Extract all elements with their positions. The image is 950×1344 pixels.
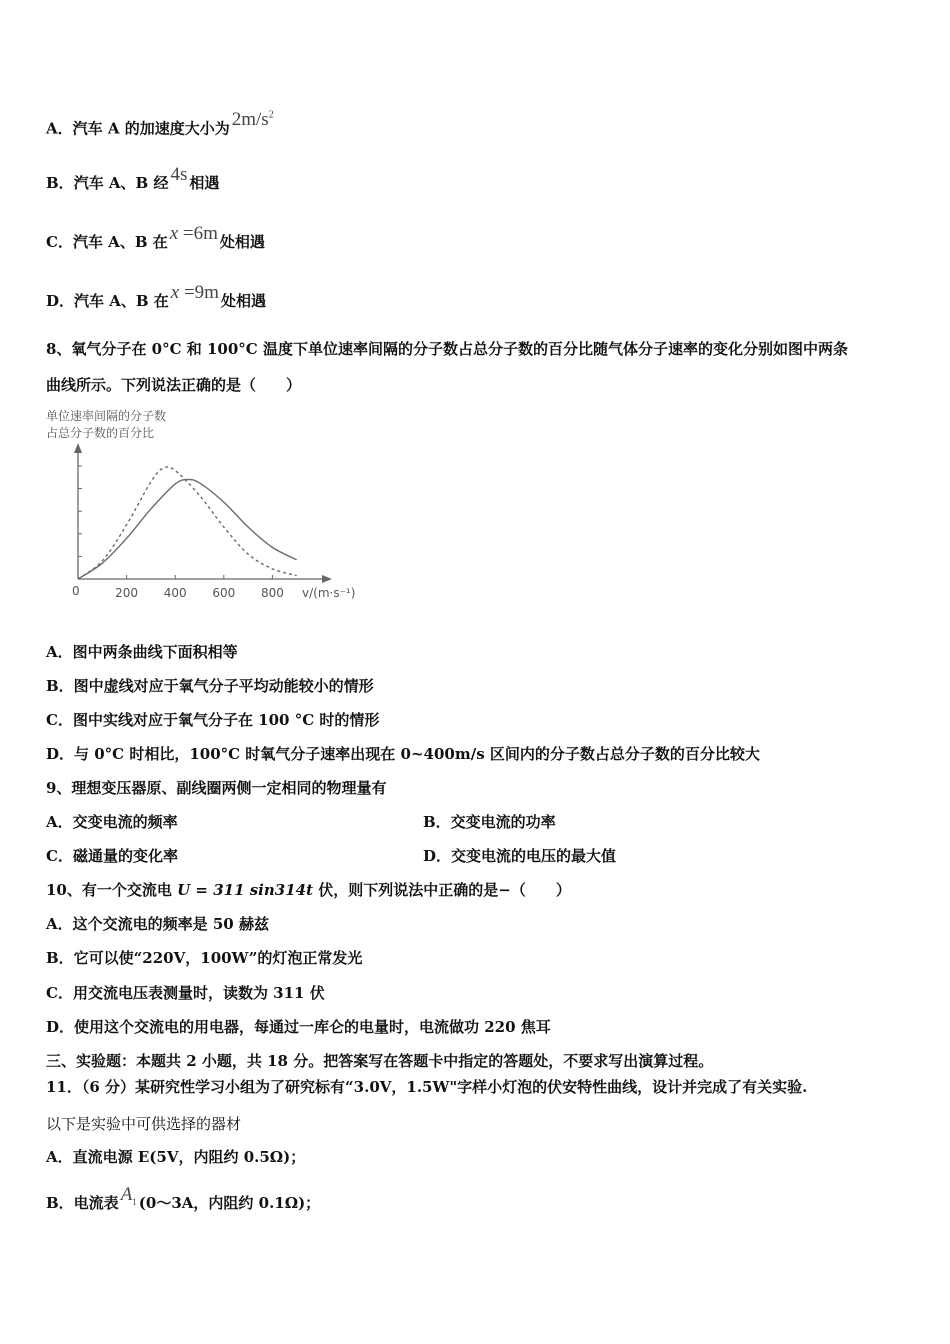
y-axis-arrow xyxy=(74,443,82,453)
q7-option-b: B．汽车 A、B 经 4s 相遇 xyxy=(46,164,220,192)
q9-row1 xyxy=(46,812,556,832)
x-axis-label: v/(m·s⁻¹) xyxy=(302,586,356,600)
x-tick-label: 200 xyxy=(115,586,139,600)
y-axis-label-line2: 占总分子数的百分比 xyxy=(46,426,155,440)
q9-row2 xyxy=(46,846,617,866)
q7-option-c: C．汽车 A、B 在 x =6m 处相遇 xyxy=(46,223,265,251)
q9-option-c: C．磁通量的变化率 xyxy=(46,847,178,865)
x-tick-label: 600 xyxy=(212,586,236,600)
dashed-curve xyxy=(78,467,297,579)
x-axis-arrow xyxy=(322,575,332,583)
q10-option-c: C．用交流电压表测量时，读数为 311 伏 xyxy=(46,984,325,1002)
q7-option-a: A．汽车 A 的加速度大小为 $2m/s^2$ xyxy=(46,109,274,138)
q11-option-b: B．电流表 $A_1$ (0～3A，内阻约 0.1Ω)； xyxy=(46,1184,321,1212)
y-axis-label-line1: 单位速率间隔的分子数 xyxy=(46,409,167,423)
q10-option-d: D．使用这个交流电的用电器，每通过一库仑的电量时，电流做功 220 焦耳 xyxy=(46,1018,551,1036)
q9-option-d: D．交变电流的电压的最大值 xyxy=(423,847,617,865)
q7-option-d: D．汽车 A、B 在 x =9m 处相遇 xyxy=(46,282,266,310)
q9-stem: 9、理想变压器原、副线圈两侧一定相同的物理量有 xyxy=(46,779,387,797)
q11-stem: 11．（6 分）某研究性学习小组为了研究标有“3.0V，1.5W"字样小灯泡的伏安特性曲线，设计并完成了有关实验. xyxy=(46,1078,808,1096)
speed-distribution-chart xyxy=(44,405,374,610)
q10-option-a: A．这个交流电的频率是 50 赫兹 xyxy=(46,915,269,933)
q8-stem-line2: 曲线所示。下列说法正确的是（ ） xyxy=(46,376,302,394)
q8-option-c: C．图中实线对应于氧气分子在 100 °C 时的情形 xyxy=(46,711,380,729)
chart-curves xyxy=(78,467,297,579)
section3-heading: 三、实验题：本题共 2 小题，共 18 分。把答案写在答题卡中指定的答题处，不要求写出演算过程。 xyxy=(46,1052,714,1070)
q8-option-b: B．图中虚线对应于氧气分子平均动能较小的情形 xyxy=(46,677,374,695)
q9-option-a: A．交变电流的频率 xyxy=(46,813,178,831)
q8-option-a: A．图中两条曲线下面积相等 xyxy=(46,643,238,661)
q8-stem-line1: 8、氧气分子在 0°C 和 100°C 温度下单位速率间隔的分子数占总分子数的百分比随气体分子速率的变化分别如图中两条 xyxy=(46,340,848,358)
x-tick-label: 800 xyxy=(260,586,284,600)
origin-label: 0 xyxy=(72,584,80,598)
q10-stem: 10、有一个交流电 U = 311 sin314t 伏，则下列说法中正确的是−（ ） xyxy=(46,881,571,899)
q11-option-a: A．直流电源 E(5V，内阻约 0.5Ω)； xyxy=(46,1148,306,1166)
q9-option-b: B．交变电流的功率 xyxy=(423,813,556,831)
q8-option-d: D．与 0°C 时相比，100°C 时氧气分子速率出现在 0~400m/s 区间内的分子数占总分子数的百分比较大 xyxy=(46,745,760,763)
x-tick-label: 400 xyxy=(163,586,187,600)
q10-formula: U = 311 sin314t xyxy=(177,881,314,899)
q10-option-b: B．它可以使“220V，100W”的灯泡正常发光 xyxy=(46,949,363,967)
q11-line2: 以下是实验中可供选择的器材 xyxy=(46,1115,242,1133)
